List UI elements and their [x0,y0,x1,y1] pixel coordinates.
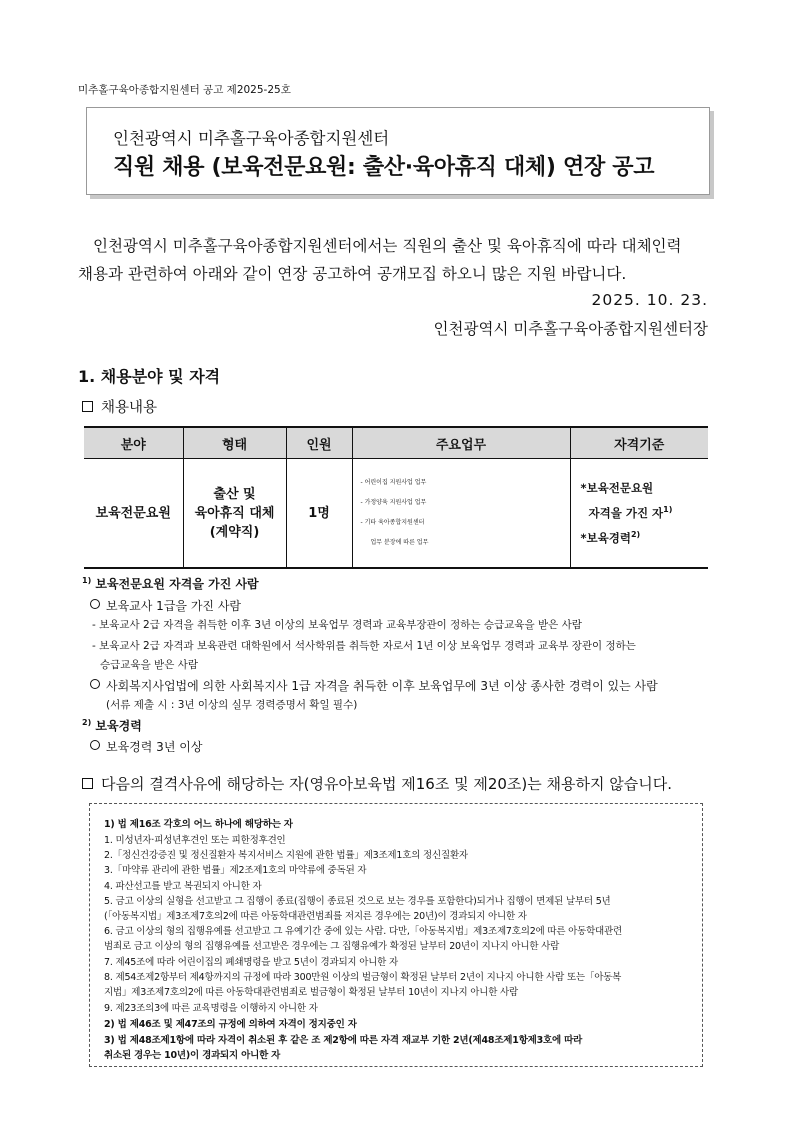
signer: 인천광역시 미추홀구육아종합지원센터장 [433,320,708,338]
note-1-item-2: 사회복지사업법에 의한 사회복지사 1급 자격을 취득한 이후 보육업무에 3년 이상 종사한 경력이 있는 사람 [90,677,658,694]
disqualification-heading: 다음의 결격사유에 해당하는 자(영유아보육법 제16조 및 제20조)는 채용하지 않습니다. [82,773,672,794]
disq-line: 7. 제45조에 따라 어린이집의 폐쇄명령을 받고 5년이 경과되지 아니한 자 [104,957,398,968]
cell-type [183,459,286,569]
header-field: 분야 [84,427,183,459]
duty-item: 업무 분장에 따른 업무 [370,539,429,546]
notice-number: 미추홀구육아종합지원센터 공고 제2025-25호 [78,84,291,96]
checkbox-square-icon [82,401,93,412]
note-2-title: $^{2)}$ 보육경력 [82,718,142,733]
section-1-title: 1. 채용분야 및 자격 [78,367,221,386]
disq-line: 범죄로 금고 이상의 형의 집행유예를 선고받은 경우에는 그 집행유예가 확정된 날부터 20년이 지나지 아니한 사람 [104,941,560,952]
disq-line: 1) 법 제16조 각호의 어느 하나에 해당하는 자 [104,819,293,830]
page-title: 직원 채용 (보육전문요원: 출산·육아휴직 대체) 연장 공고 [113,155,655,180]
section-1-subtitle [82,396,157,417]
duty-item: - 가정양육 지원사업 업무 [360,499,427,506]
type-line: (계약직) [209,524,260,540]
disq-line: 2) 법 제46조 및 제47조의 규정에 의하여 자격이 정지중인 자 [104,1019,357,1030]
disqualification-box [89,803,703,1067]
cell-count: 1명 [286,459,352,569]
announcement-date: 2025. 10. 23. [591,291,708,309]
duty-item: - 어린이집 지원사업 업무 [360,479,427,486]
duty-item: - 기타 육아종합지원센터 [360,519,425,526]
cell-duties [352,459,570,569]
intro-line-2: 채용과 관련하여 아래와 같이 연장 공고하여 공개모집 하오니 많은 지원 바랍니다. [78,265,627,283]
intro-line-1: 인천광역시 미추홀구육아종합지원센터에서는 직원의 출산 및 육아휴직에 따라 대체인력 [93,237,682,255]
disq-line: 9. 제23조의3에 따른 교육명령을 이행하지 아니한 자 [104,1003,318,1014]
intro-paragraph [78,232,708,288]
header-type: 형태 [183,427,286,459]
subtitle-text: 채용내용 [101,400,158,416]
note-1-item-2-note: (서류 제출 시 : 3년 이상의 실무 경력증명서 확일 필수) [106,699,358,711]
note-1-sub-2: - 보육교사 2급 자격과 보육관련 대학원에서 석사학위를 취득한 자로서 1년 이상 보육업무 경력과 교육부 장관이 정하는 [92,640,636,652]
title-box [86,107,710,195]
disq-line: 5. 금고 이상의 실형을 선고받고 그 집행이 종료(집행이 종료된 것으로 보는 경우를 포함한다)되거나 집행이 면제된 날부터 5년 [104,896,611,907]
recruitment-table [84,426,708,569]
qual-item: *보육경력$^{2)}$ [580,530,641,545]
cell-field: 보육전문요원 [84,459,183,569]
note-2-item-1: 보육경력 3년 이상 [90,738,202,755]
disq-line: 1. 미성년자·피성년후견인 또는 피한정후견인 [104,835,286,846]
cell-qualifications [570,459,708,569]
circle-bullet-icon [90,599,100,609]
disq-line: 6. 금고 이상의 형의 집행유예를 선고받고 그 유예기간 중에 있는 사람. 다만,「아동복지법」제3조제7호의2에 따른 아동학대관련 [104,926,622,937]
circle-bullet-icon [90,679,100,689]
disq-line: (「아동복지법」제3조제7호의2에 따른 아동학대관련범죄를 저지른 경우에는 20년)이 경과되지 아니한 자 [104,911,527,922]
qual-item: *보육전문요원 [580,481,654,496]
disq-line: 3.「마약류 관리에 관한 법률」제2조제1호의 마약류에 중독된 자 [104,865,367,876]
note-1-sub-1: - 보육교사 2급 자격을 취득한 이후 3년 이상의 보육업무 경력과 교육부장관이 정하는 승급교육을 받은 사람 [92,619,582,631]
qual-item: 자격을 가진 자$^{1)}$ [588,505,673,520]
header-duties: 주요업무 [352,427,570,459]
circle-bullet-icon [90,740,100,750]
disq-line: 지법」제3조제7호의2에 따른 아동학대관련범죄로 벌금형이 확정된 날부터 10년이 지나지 아니한 사람 [104,987,519,998]
note-1-item-1: 보육교사 1급을 가진 사람 [90,597,241,614]
header-qualifications: 자격기준 [570,427,708,459]
note-1-sub-2-cont: 승급교육을 받은 사람 [100,659,198,671]
disq-line: 취소된 경우는 10년)이 경과되지 아니한 자 [104,1050,281,1061]
disq-line: 4. 파산선고를 받고 복권되지 아니한 자 [104,881,262,892]
disq-line: 8. 제54조제2항부터 제4항까지의 규정에 따라 300만원 이상의 벌금형이 확정된 날부터 2년이 지나지 아니한 사람 또는「아동복 [104,972,622,983]
note-1-title: $^{1)}$ 보육전문요원 자격을 가진 사람 [82,576,259,591]
header-count: 인원 [286,427,352,459]
type-line: 육아휴직 대체 [194,505,275,521]
checkbox-square-icon [82,778,93,789]
table-header-row [84,427,708,459]
organization-name: 인천광역시 미추홀구육아종합지원센터 [113,129,390,148]
disq-line: 3) 법 제48조제1항에 따라 자격이 취소된 후 같은 조 제2항에 따른 자격 재교부 기한 2년(제48조제1항제3호에 따라 [104,1035,583,1046]
disq-line: 2.「정신건강증진 및 정신질환자 복지서비스 지원에 관한 법률」제3조제1호의 정신질환자 [104,850,468,861]
table-row [84,459,708,569]
type-line: 출산 및 [213,486,256,502]
